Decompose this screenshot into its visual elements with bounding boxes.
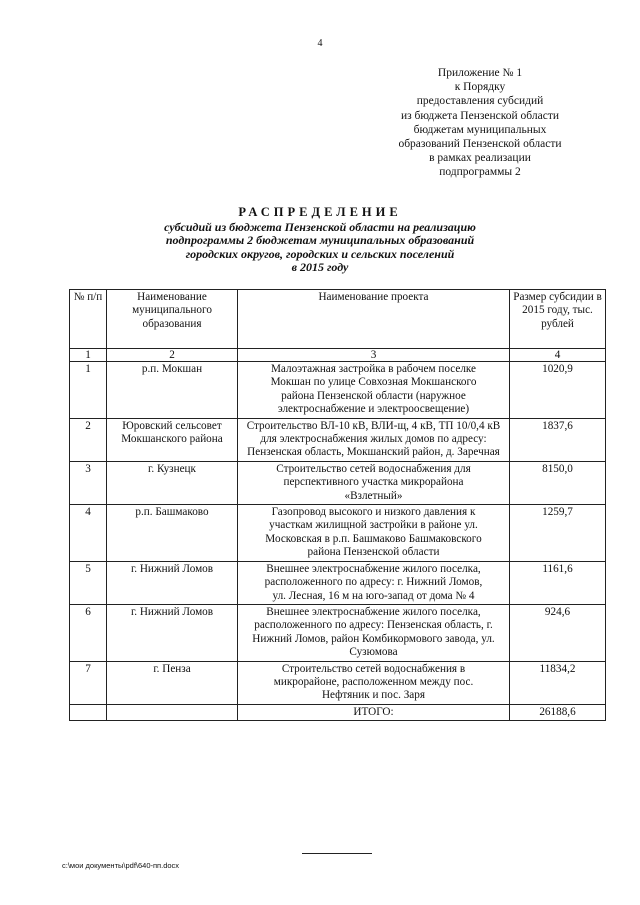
- row-municipality: г. Нижний Ломов: [107, 561, 238, 604]
- index-cell: 2: [107, 349, 238, 362]
- total-empty-cell: [107, 704, 238, 720]
- row-municipality: г. Пенза: [107, 661, 238, 704]
- appendix-line: предоставления субсидий: [416, 95, 544, 108]
- index-cell: 3: [238, 349, 510, 362]
- row-amount: 1837,6: [510, 418, 606, 461]
- appendix-line: подпрограммы 2: [439, 166, 521, 179]
- appendix-line: Приложение № 1: [437, 67, 523, 79]
- row-num: 1: [70, 362, 107, 419]
- table-row: [70, 461, 606, 504]
- row-project: Внешнее электроснабжение жилого поселка, расположенного по адресу: Пензенская область, г. Нижний Ломов, район Комбикормового завода, ул. Сузюмова: [238, 604, 510, 661]
- row-project: Строительство сетей водоснабжения в микрорайоне, расположенном между пос. Нефтяник и пос. Заря: [238, 661, 510, 704]
- row-amount: 1020,9: [510, 362, 606, 419]
- index-cell: 1: [70, 349, 107, 362]
- title-line: подпрограммы 2 бюджетам муниципальных образований: [165, 233, 475, 248]
- page-number: 4: [317, 38, 323, 49]
- row-municipality: р.п. Мокшан: [107, 362, 238, 419]
- appendix-line: бюджетам муниципальных: [413, 123, 547, 136]
- row-project: Малоэтажная застройка в рабочем поселке Мокшан по улице Совхозная Мокшанского района Пензенской области (наружное электроснабжение и электроосвещение): [238, 362, 510, 419]
- table-row: [70, 561, 606, 604]
- table-row: [70, 661, 606, 704]
- row-project: Строительство сетей водоснабжения для перспективного участка микрорайона «Взлетный»: [238, 461, 510, 504]
- table-row: [70, 505, 606, 562]
- row-num: 4: [70, 505, 107, 562]
- row-amount: 8150,0: [510, 461, 606, 504]
- appendix-line: в рамках реализации: [429, 152, 531, 165]
- document-title: [140, 206, 500, 275]
- header-num: № п/п: [70, 290, 107, 349]
- table-row: [70, 362, 606, 419]
- index-cell: 4: [510, 349, 606, 362]
- title-line: субсидий из бюджета Пензенской области на реализацию: [164, 219, 476, 234]
- footer-separator: [302, 853, 372, 854]
- row-municipality: г. Кузнецк: [107, 461, 238, 504]
- row-amount: 1161,6: [510, 561, 606, 604]
- table-total-row: [70, 704, 606, 720]
- total-empty-cell: [70, 704, 107, 720]
- row-project: Газопровод высокого и низкого давления к участкам жилищной застройки в районе ул. Московская в р.п. Башмаково Башмаковского района Пензенской области: [238, 505, 510, 562]
- appendix-line: из бюджета Пензенской области: [400, 109, 560, 122]
- appendix-line: к Порядку: [454, 81, 506, 94]
- row-amount: 924,6: [510, 604, 606, 661]
- appendix-line: образований Пензенской области: [398, 138, 562, 151]
- total-amount: 26188,6: [510, 704, 606, 720]
- table-index-row: [70, 349, 606, 362]
- title-line: городских округов, городских и сельских поселений: [185, 246, 455, 261]
- header-project: Наименование проекта: [238, 290, 510, 349]
- row-num: 3: [70, 461, 107, 504]
- total-label: ИТОГО:: [238, 704, 510, 720]
- row-num: 6: [70, 604, 107, 661]
- row-municipality: р.п. Башмаково: [107, 505, 238, 562]
- table-row: [70, 604, 606, 661]
- row-project: Строительство ВЛ-10 кВ, ВЛИ-щ, 4 кВ, ТП 10/0,4 кВ для электроснабжения жилых домов по адресу: Пензенская область, Мокшанский район, д. Заречная: [238, 418, 510, 461]
- footer-file-path: c:\мои документы\pdf\640-пп.docx: [62, 861, 180, 870]
- header-municipality: Наименование муниципального образования: [107, 290, 238, 349]
- row-municipality: Юровский сельсовет Мокшанского района: [107, 418, 238, 461]
- title-line: в 2015 году: [291, 260, 349, 275]
- row-project: Внешнее электроснабжение жилого поселка, расположенного по адресу: г. Нижний Ломов, ул. Лесная, 16 м на юго-запад от дома № 4: [238, 561, 510, 604]
- row-amount: 11834,2: [510, 661, 606, 704]
- row-amount: 1259,7: [510, 505, 606, 562]
- appendix-block: [380, 66, 580, 180]
- table-header-row: [70, 290, 606, 349]
- row-num: 5: [70, 561, 107, 604]
- row-num: 2: [70, 418, 107, 461]
- row-municipality: г. Нижний Ломов: [107, 604, 238, 661]
- row-num: 7: [70, 661, 107, 704]
- table-row: [70, 418, 606, 461]
- subsidy-table: [69, 289, 606, 721]
- header-amount: Размер субсидии в 2015 году, тыс. рублей: [510, 290, 606, 349]
- title-heading: РАСПРЕДЕЛЕНИЕ: [238, 205, 402, 219]
